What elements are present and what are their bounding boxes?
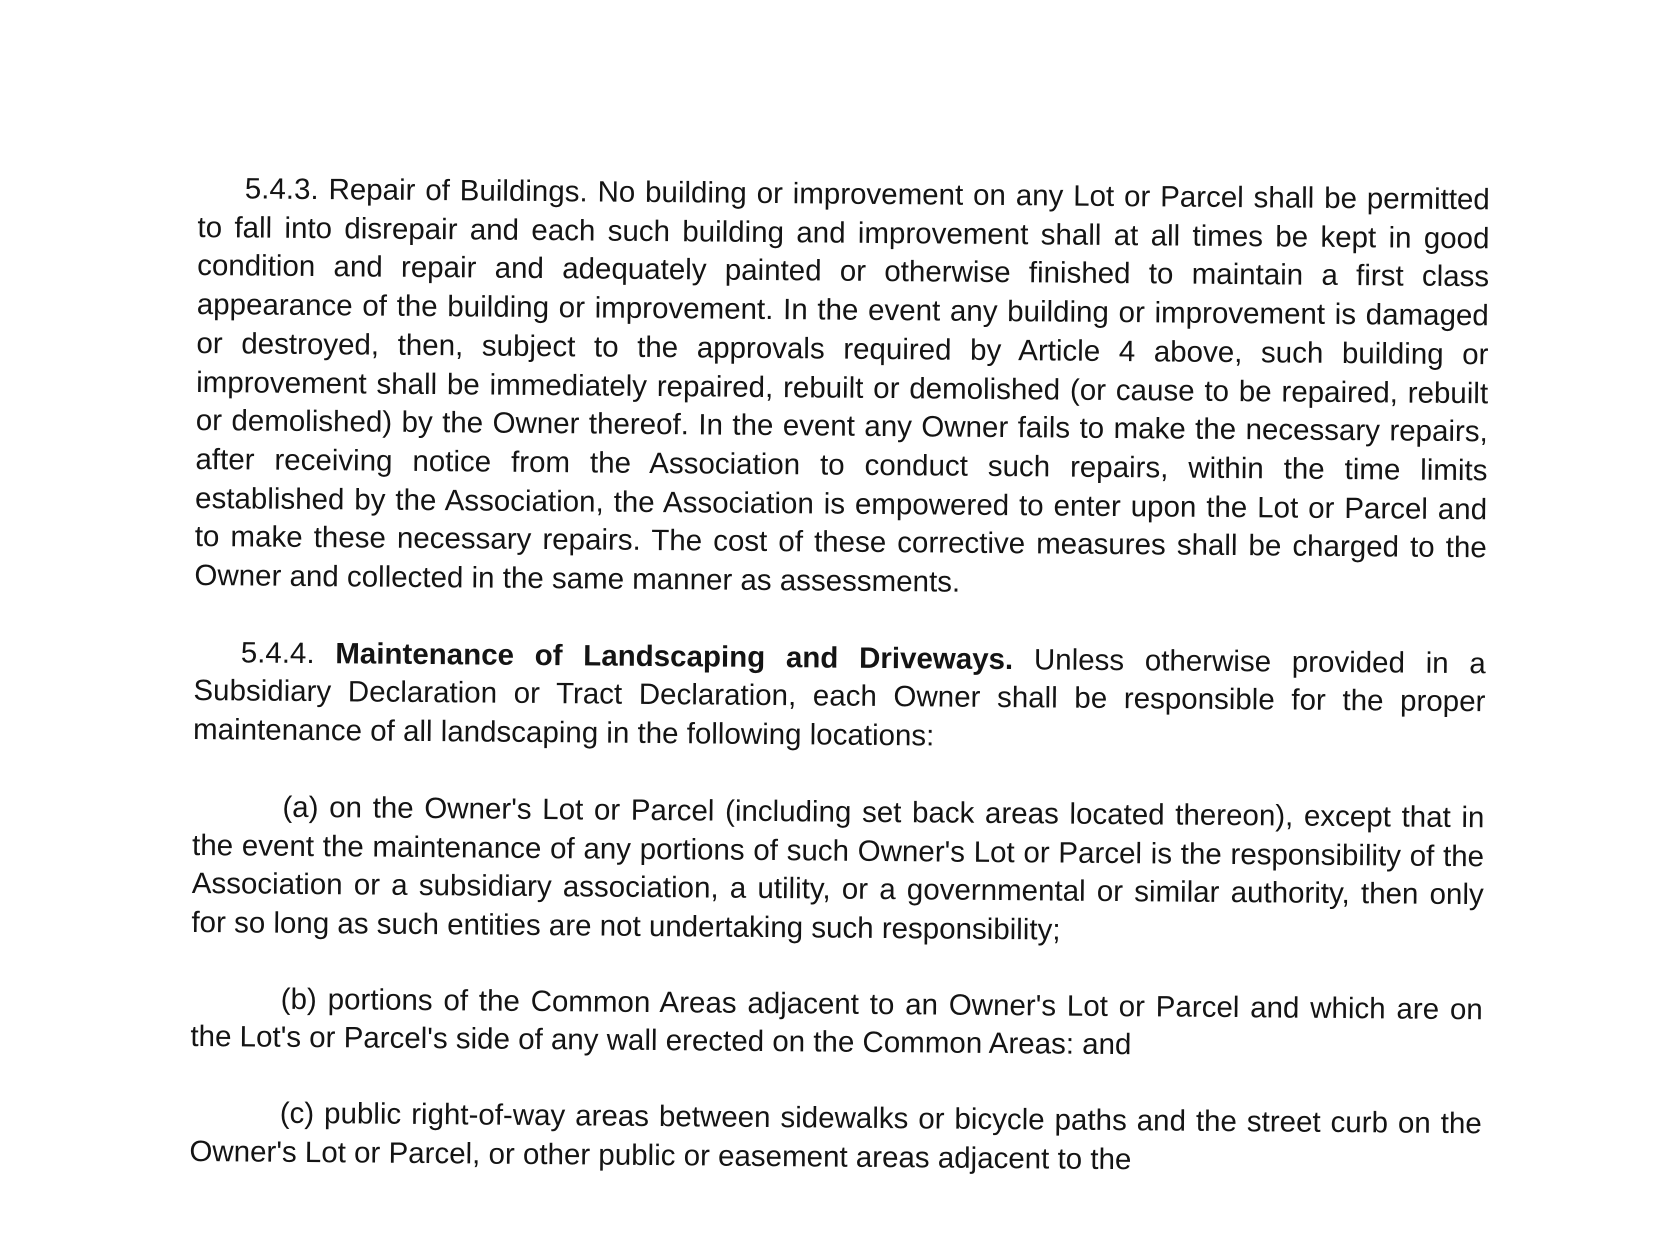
list-item-text: public right-of-way areas between sidewalks or bicycle paths and the street curb on the Owner's Lot or Parcel, or other public or easement areas adjacent to the — [189, 1097, 1482, 1176]
list-item-label: (a) — [282, 790, 319, 824]
document-body — [189, 170, 1490, 1183]
list-item-label: (b) — [280, 982, 317, 1016]
section-heading: Maintenance of Landscaping and Driveways. — [335, 636, 1014, 676]
section-text: No building or improvement on any Lot or Parcel shall be permitted to fall into disrepair and each such building and improvement shall at all times be kept in good condition and repair and adequately painted or otherwise finished to maintain a first class appearance of the building or improvement. In the event any building or improvement is damaged or destroyed, then, subject to the approvals required by Article 4 above, such building or improvement shall be immediately repaired, rebuilt or demolished (or cause to be repaired, rebuilt or demolished) by the Owner thereof. In the event any Owner fails to make the necessary repairs, after receiving notice from the Association to conduct such repairs, within the time limits established by the Association, the Association is empowered to enter upon the Lot or Parcel and to make these necessary repairs. The cost of these corrective measures shall be charged to the Owner and collected in the same manner as assessments. — [194, 175, 1490, 599]
section-5-4-3 — [194, 170, 1490, 607]
list-item-text: portions of the Common Areas adjacent to an Owner's Lot or Parcel and which are on the Lot's or Parcel's side of any wall erected on the Common Areas: and — [190, 982, 1483, 1062]
section-5-4-4 — [193, 634, 1486, 761]
list-item-c — [189, 1094, 1482, 1183]
section-text: Unless otherwise provided in a Subsidiary Declaration or Tract Declaration, each Owner shall be responsible for the proper maintenance of all landscaping in the following locations: — [192, 643, 1486, 753]
list-item-label: (c) — [279, 1096, 315, 1131]
list-item-text: on the Owner's Lot or Parcel (including set back areas located thereon), except that in the event the maintenance of any portions of such Owner's Lot or Parcel is the responsibility of the Association or a subsidiary association, a utility, or a governmental or similar authority, then only for so long as such entities are not undertaking such responsibility; — [191, 791, 1485, 947]
section-number: 5.4.3. — [244, 172, 319, 207]
list-item-a — [191, 788, 1484, 954]
list-item-b — [190, 980, 1483, 1069]
section-heading: Repair of Buildings. — [328, 173, 588, 209]
section-number: 5.4.4. — [240, 636, 315, 670]
